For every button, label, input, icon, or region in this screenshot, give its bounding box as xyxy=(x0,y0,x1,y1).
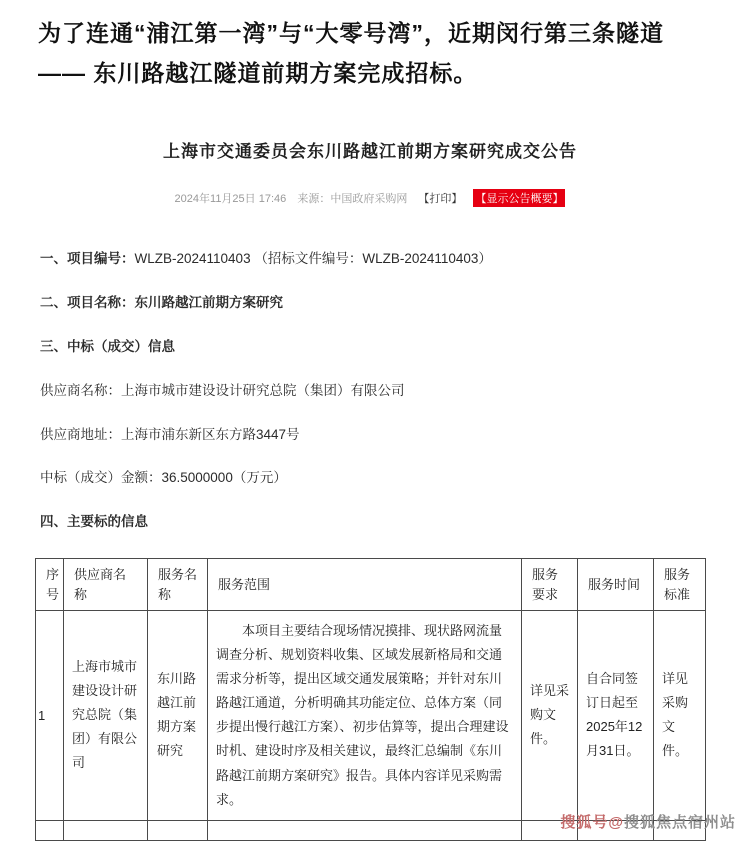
field-value: 上海市浦东新区东方路3447号 xyxy=(121,426,300,442)
article-page xyxy=(0,14,740,834)
field-main-subject-heading xyxy=(40,514,700,531)
cell-supplier: 上海市城市建设设计研究总院（集团）有限公司 xyxy=(64,611,148,820)
cell-service-scope xyxy=(208,611,522,820)
field-award-info-heading xyxy=(40,339,700,356)
service-scope-text: 本项目主要结合现场情况摸排、现状路网流量调查分析、规划资料收集、区域发展新格局和交通需求分析等，提出区域交通发展策略；并针对东川路越江通道，分析明确其功能定位、总体方案（同步提出慢行越江方案）、初步估算等，提出合理建设时机、建设时序及相关建议，最终汇总编制《东川路越江前期方案研究》报告。具体内容详见采购需求。 xyxy=(216,623,509,807)
field-label: 三、中标（成交）信息 xyxy=(40,338,175,354)
field-label: 中标（成交）金额： xyxy=(40,470,162,486)
col-header-service-name: 服务名称 xyxy=(148,559,208,611)
print-link[interactable]: 【打印】 xyxy=(418,193,463,206)
notice-body xyxy=(40,251,700,531)
cell-service-time: 自合同签订日起至2025年12月31日。 xyxy=(578,611,654,820)
field-supplier-name xyxy=(40,383,700,400)
field-project-name xyxy=(40,295,700,312)
source-label: 来源：中国政府采购网 xyxy=(297,193,408,206)
cell-no: 1 xyxy=(36,611,64,820)
watermark-name: 搜狐焦点宿州站 xyxy=(623,814,736,831)
watermark xyxy=(560,811,736,832)
col-header-service-requirement: 服务要求 xyxy=(522,559,578,611)
field-label: 四、主要标的信息 xyxy=(40,514,148,530)
notice-title: 上海市交通委员会东川路越江前期方案研究成交公告 xyxy=(163,142,577,162)
cell-service-requirement: 详见采购文件。 xyxy=(522,611,578,820)
empty-cell xyxy=(148,820,208,840)
col-header-service-time: 服务时间 xyxy=(578,559,654,611)
field-label: 一、项目编号： xyxy=(40,251,135,267)
publish-datetime: 2024年11月25日 17:46 xyxy=(174,193,287,206)
col-header-no: 序号 xyxy=(36,559,64,611)
empty-cell xyxy=(36,820,64,840)
field-award-amount xyxy=(40,470,700,487)
field-value: 上海市城市建设设计研究总院（集团）有限公司 xyxy=(121,382,405,398)
field-label: 供应商地址： xyxy=(40,426,121,442)
empty-cell xyxy=(208,820,522,840)
watermark-prefix: 搜狐号@ xyxy=(560,814,624,831)
field-label: 二、项目名称： xyxy=(40,294,135,310)
table-header-row xyxy=(36,559,706,611)
notice-meta xyxy=(0,189,740,207)
field-supplier-address xyxy=(40,427,700,444)
show-summary-button[interactable]: 【显示公告概要】 xyxy=(473,189,565,207)
cell-service-standard: 详见采购文件。 xyxy=(654,611,706,820)
award-details-table xyxy=(35,558,706,840)
col-header-service-scope: 服务范围 xyxy=(208,559,522,611)
field-project-number xyxy=(40,251,700,268)
field-value: 东川路越江前期方案研究 xyxy=(134,294,283,310)
intro-paragraph: 为了连通“浦江第一湾”与“大零号湾”，近期闵行第三条隧道 —— 东川路越江隧道前期方案完成招标。 xyxy=(38,20,664,86)
field-label: 供应商名称： xyxy=(40,382,121,398)
field-value: 36.5000000（万元） xyxy=(161,470,287,486)
cell-service-name: 东川路越江前期方案研究 xyxy=(148,611,208,820)
field-value: WLZB-2024110403 （招标文件编号：WLZB-2024110403） xyxy=(134,251,492,267)
col-header-service-standard: 服务标准 xyxy=(654,559,706,611)
col-header-supplier: 供应商名称 xyxy=(64,559,148,611)
table-row xyxy=(36,611,706,820)
empty-cell xyxy=(64,820,148,840)
